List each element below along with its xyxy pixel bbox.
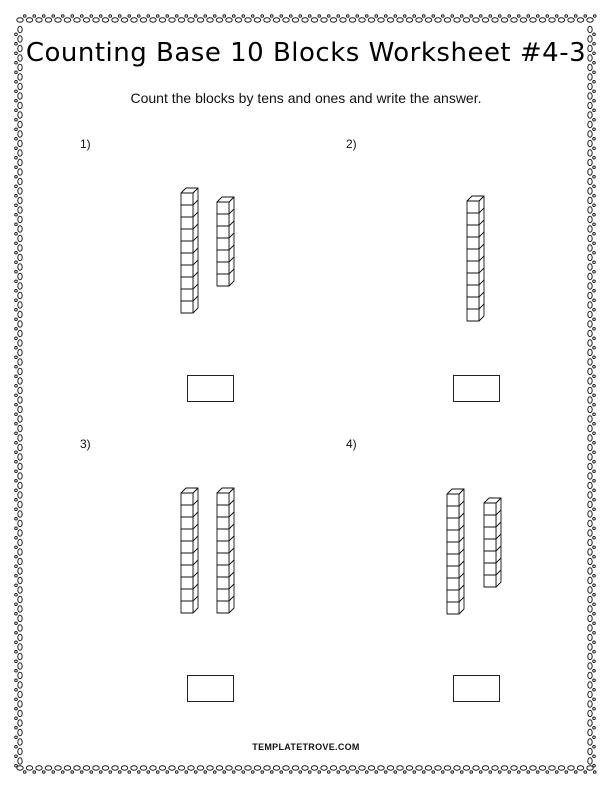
unit-cube [181, 541, 193, 553]
ones-column [484, 498, 501, 587]
unit-cube [447, 506, 459, 518]
unit-cube [467, 249, 479, 261]
unit-cube [467, 261, 479, 273]
unit-cube [217, 226, 229, 238]
unit-cube [181, 241, 193, 253]
unit-cube [447, 494, 459, 506]
unit-cube [467, 285, 479, 297]
unit-cube [467, 309, 479, 321]
unit-cube [447, 566, 459, 578]
unit-cube [181, 253, 193, 265]
ten-rod [181, 488, 198, 613]
ones-column [217, 197, 234, 286]
unit-cube [484, 539, 496, 551]
unit-cube [181, 601, 193, 613]
unit-cube [181, 589, 193, 601]
unit-cube [447, 590, 459, 602]
unit-cube [181, 301, 193, 313]
problem-1-label: 1) [80, 137, 91, 151]
ten-rod [447, 489, 464, 614]
unit-cube [181, 565, 193, 577]
unit-cube [181, 577, 193, 589]
unit-cube [181, 217, 193, 229]
unit-cube [181, 289, 193, 301]
unit-cube [217, 529, 229, 541]
unit-cube [484, 527, 496, 539]
footer-site-name: TEMPLATETROVE.COM [252, 742, 360, 752]
unit-cube [217, 238, 229, 250]
unit-cube [217, 262, 229, 274]
unit-cube [484, 563, 496, 575]
unit-cube [217, 493, 229, 505]
unit-cube [217, 601, 229, 613]
unit-cube [217, 589, 229, 601]
worksheet-title: Counting Base 10 Blocks Worksheet #4-3 [25, 38, 587, 68]
problem-4-label: 4) [346, 437, 357, 451]
unit-cube [217, 250, 229, 262]
unit-cube [447, 602, 459, 614]
unit-cube [181, 553, 193, 565]
unit-cube [181, 265, 193, 277]
unit-cube [181, 229, 193, 241]
problem-2-label: 2) [346, 137, 357, 151]
unit-cube [217, 553, 229, 565]
unit-cube [217, 565, 229, 577]
unit-cube [217, 517, 229, 529]
unit-cube [217, 202, 229, 214]
unit-cube [181, 529, 193, 541]
unit-cube [447, 542, 459, 554]
unit-cube [484, 575, 496, 587]
unit-cube [484, 551, 496, 563]
unit-cube [217, 505, 229, 517]
unit-cube [217, 214, 229, 226]
unit-cube [447, 578, 459, 590]
unit-cube [467, 237, 479, 249]
ten-rod [467, 196, 484, 321]
unit-cube [217, 577, 229, 589]
unit-cube [467, 213, 479, 225]
unit-cube [467, 297, 479, 309]
unit-cube [181, 505, 193, 517]
unit-cube [467, 273, 479, 285]
ten-rod [217, 488, 234, 613]
ten-rod [181, 188, 198, 313]
unit-cube [217, 274, 229, 286]
instructions-text: Count the blocks by tens and ones and write the answer. [130, 90, 482, 106]
unit-cube [181, 193, 193, 205]
unit-cube [181, 493, 193, 505]
unit-cube [181, 517, 193, 529]
unit-cube [447, 554, 459, 566]
unit-cube [447, 530, 459, 542]
unit-cube [467, 225, 479, 237]
unit-cube [181, 205, 193, 217]
unit-cube [484, 515, 496, 527]
unit-cube [447, 518, 459, 530]
unit-cube [181, 277, 193, 289]
unit-cube [484, 503, 496, 515]
problem-3-label: 3) [80, 437, 91, 451]
unit-cube [467, 201, 479, 213]
unit-cube [217, 541, 229, 553]
